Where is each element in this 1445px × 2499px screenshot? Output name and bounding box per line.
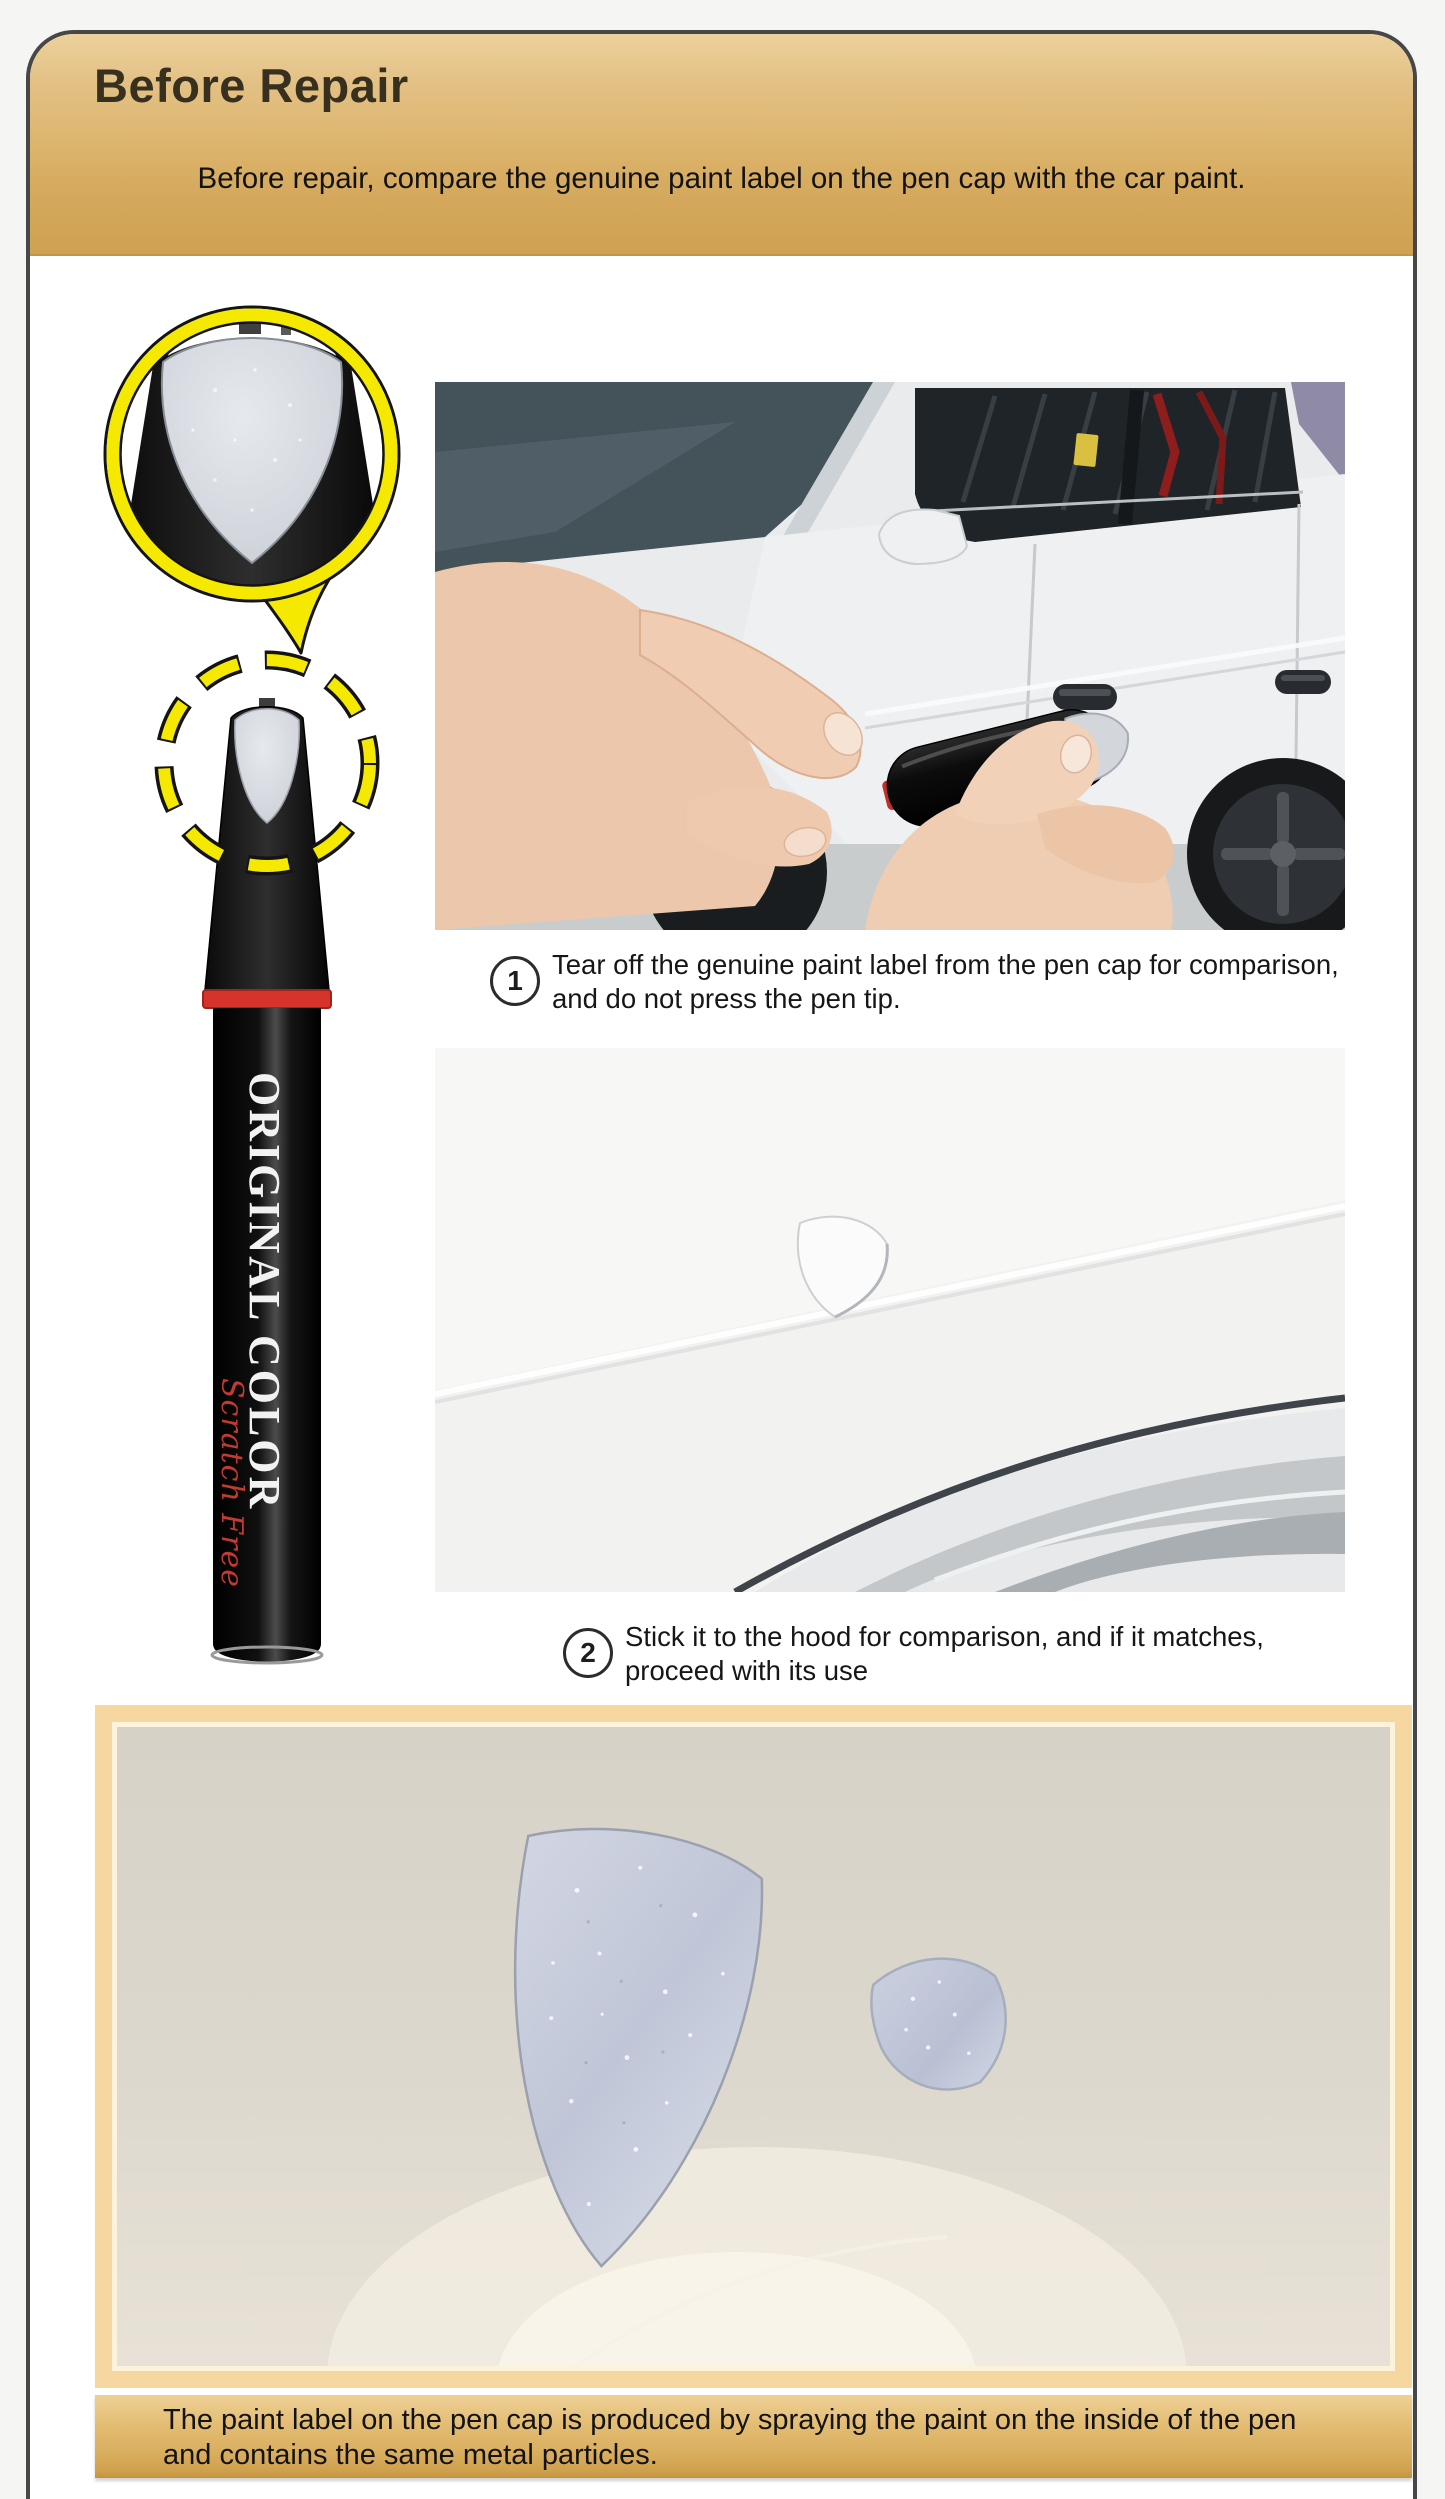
magnifier-bubble: [105, 307, 399, 653]
pen: [203, 698, 331, 1663]
step-2-text: Stick it to the hood for comparison, and if it matches, proceed with its use: [625, 1621, 1264, 1686]
step-1-number: 1: [490, 956, 540, 1006]
step-2: [563, 1620, 1363, 1688]
photo-two-paint-labels: [117, 1727, 1390, 2366]
footer-note: The paint label on the pen cap is produced by spraying the paint on the inside of the pen and contains the same metal particles.: [163, 2404, 1297, 2471]
pen-illustration: [95, 300, 425, 1675]
pen-brand-text: ORIGINAL COLOR: [240, 1072, 289, 1512]
step-1: [490, 948, 1380, 1016]
page-subtitle: Before repair, compare the genuine paint label on the pen cap with the car paint.: [197, 162, 1246, 195]
door-handle-front: [1053, 684, 1117, 710]
step-2-number: 2: [563, 1628, 613, 1678]
pen-red-ring: [203, 990, 331, 1008]
window-sticker: [1073, 433, 1098, 467]
page-title: Before Repair: [94, 59, 409, 112]
footer-note-bar: [95, 2395, 1412, 2478]
photo-compare-label-with-car: [435, 382, 1345, 930]
step-1-text: Tear off the genuine paint label from the pen cap for comparison, and do not press the pen tip.: [552, 949, 1339, 1014]
framed-photo-labels: [95, 1705, 1412, 2388]
photo-label-on-hood: [435, 1048, 1345, 1592]
door-handle-rear: [1275, 670, 1331, 694]
side-mirror: [879, 510, 967, 565]
card-header: [30, 34, 1413, 256]
pen-tagline-text: Scratch Free: [214, 1378, 249, 1588]
